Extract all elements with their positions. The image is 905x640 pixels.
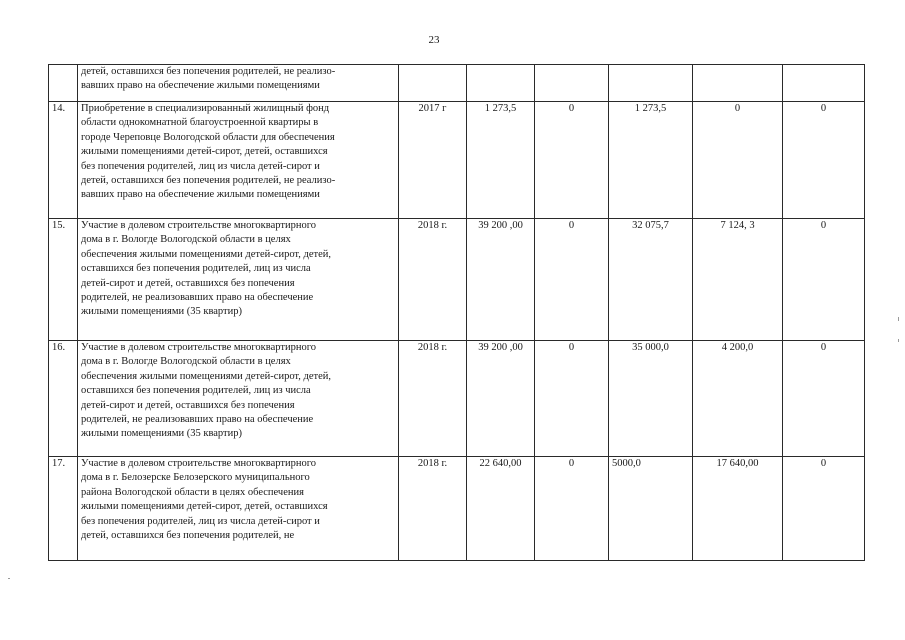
description-line: Приобретение в специализированный жилищный фонд [81, 103, 330, 114]
description-line: детей-сирот и детей, оставшихся без попечения [81, 399, 295, 411]
description-line: детей, оставшихся без попечения родителей, не реализо- [81, 66, 336, 77]
row-number: 15. [49, 219, 78, 341]
row-year: 2018 г. [399, 219, 467, 341]
row-col4: 32 075,7 [609, 219, 693, 341]
description-line: жилыми помещениями детей-сирот, детей, оставшихся [81, 501, 328, 513]
description-line: обеспечения жилыми помещениями детей-сирот, детей, [81, 370, 331, 382]
row-col3 [535, 65, 609, 102]
scan-mark [8, 578, 10, 579]
description-line: дома в г. Вологде Вологодской области в целях [81, 356, 291, 368]
description-line: обеспечения жилыми помещениями детей-сирот, детей, [81, 248, 331, 260]
row-description [78, 457, 399, 561]
description-line: Участие в долевом строительстве многоквартирного [81, 220, 316, 231]
row-col3: 0 [535, 341, 609, 457]
table-row [49, 102, 865, 219]
row-year: 2018 г. [399, 341, 467, 457]
description-line: вавших право на обеспечение жилыми помещениями [81, 80, 320, 92]
description-line: оставшихся без попечения родителей, лиц из числа [81, 263, 311, 275]
row-col3: 0 [535, 457, 609, 561]
row-description [78, 219, 399, 341]
row-col5: 0 [693, 102, 783, 219]
row-col3: 0 [535, 102, 609, 219]
table-row [49, 341, 865, 457]
row-description [78, 65, 399, 102]
description-line: дома в г. Вологде Вологодской области в целях [81, 234, 291, 246]
row-number: 14. [49, 102, 78, 219]
description-line: района Вологодской области в целях обеспечения [81, 486, 304, 498]
scan-mark [898, 339, 899, 342]
row-total: 1 273,5 [467, 102, 535, 219]
page-number: 23 [428, 34, 440, 46]
row-col6: 0 [783, 341, 865, 457]
description-line: Участие в долевом строительстве многоквартирного [81, 458, 316, 469]
description-line: без попечения родителей, лиц из числа детей-сирот и [81, 515, 320, 527]
row-number [49, 65, 78, 102]
row-total [467, 65, 535, 102]
row-year: 2017 г [399, 102, 467, 219]
description-line: оставшихся без попечения родителей, лиц из числа [81, 385, 311, 397]
row-total: 39 200 ,00 [467, 341, 535, 457]
description-line: детей, оставшихся без попечения родителей, не [81, 530, 295, 542]
row-description [78, 102, 399, 219]
row-col4 [609, 65, 693, 102]
row-number: 17. [49, 457, 78, 561]
row-col6: 0 [783, 457, 865, 561]
description-line: без попечения родителей, лиц из числа детей-сирот и [81, 160, 320, 172]
row-total: 39 200 ,00 [467, 219, 535, 341]
description-line: жилыми помещениями (35 квартир) [81, 306, 243, 318]
row-col4: 1 273,5 [609, 102, 693, 219]
description-line: Участие в долевом строительстве многоквартирного [81, 342, 316, 353]
row-col5: 17 640,00 [693, 457, 783, 561]
description-line: жилыми помещениями (35 квартир) [81, 428, 243, 440]
scan-mark [898, 317, 899, 321]
row-total: 22 640,00 [467, 457, 535, 561]
description-line: дома в г. Белозерске Белозерского муниципального [81, 472, 310, 484]
row-col6: 0 [783, 102, 865, 219]
table-row [49, 219, 865, 341]
row-col5: 7 124, 3 [693, 219, 783, 341]
row-description [78, 341, 399, 457]
table-row [49, 457, 865, 561]
row-col4: 5000,0 [609, 457, 693, 561]
row-col3: 0 [535, 219, 609, 341]
row-col6 [783, 65, 865, 102]
row-number: 16. [49, 341, 78, 457]
row-col5 [693, 65, 783, 102]
description-line: вавших право на обеспечение жилыми помещениями [81, 189, 320, 201]
row-col6: 0 [783, 219, 865, 341]
description-line: детей-сирот и детей, оставшихся без попечения [81, 277, 295, 289]
row-col4: 35 000,0 [609, 341, 693, 457]
description-line: области однокомнатной благоустроенной квартиры в [81, 117, 319, 129]
description-line: жилыми помещениями детей-сирот, детей, оставшихся [81, 146, 328, 158]
row-year: 2018 г. [399, 457, 467, 561]
row-year [399, 65, 467, 102]
description-line: детей, оставшихся без попечения родителей, не реализо- [81, 175, 336, 187]
table-row [49, 65, 865, 102]
description-line: городе Череповце Вологодской области для обеспечения [81, 131, 335, 143]
description-line: родителей, не реализовавших право на обеспечение [81, 414, 314, 426]
funding-table [48, 64, 865, 561]
row-col5: 4 200,0 [693, 341, 783, 457]
description-line: родителей, не реализовавших право на обеспечение [81, 292, 314, 304]
